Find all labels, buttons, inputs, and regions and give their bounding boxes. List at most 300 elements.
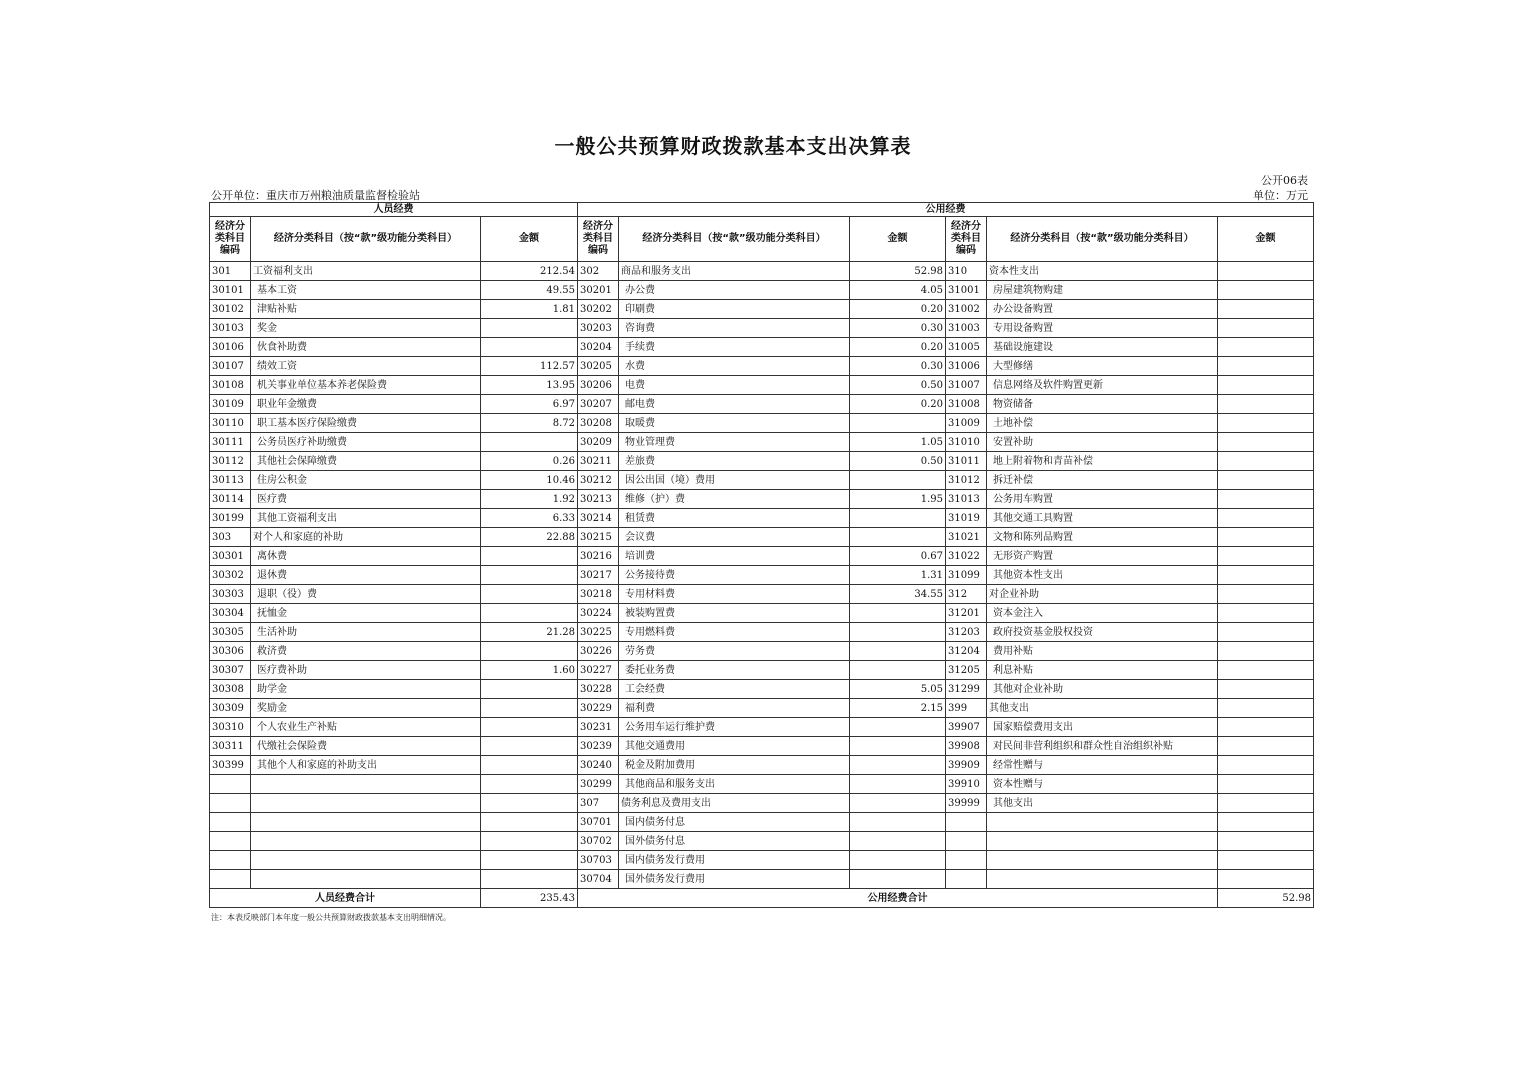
category-name-cell: 津贴补贴	[251, 300, 481, 319]
category-code-cell: 30218	[578, 585, 619, 604]
category-code-cell	[210, 794, 251, 813]
amount-cell	[481, 319, 578, 338]
category-code-cell: 30231	[578, 718, 619, 737]
category-name-cell: 医疗费补助	[251, 661, 481, 680]
category-code-cell: 30203	[578, 319, 619, 338]
category-name-cell: 国外债务发行费用	[619, 870, 850, 889]
category-code-cell: 31013	[946, 490, 987, 509]
category-code-cell: 30704	[578, 870, 619, 889]
category-name-cell: 税金及附加费用	[619, 756, 850, 775]
amount-cell	[481, 338, 578, 357]
category-name-cell: 对民间非营利组织和群众性自治组织补贴	[987, 737, 1218, 756]
amount-cell	[481, 756, 578, 775]
amount-cell: 0.30	[850, 357, 946, 376]
category-name-cell: 维修（护）费	[619, 490, 850, 509]
amount-cell: 0.30	[850, 319, 946, 338]
category-code-cell: 30311	[210, 737, 251, 756]
amount-cell	[1218, 300, 1314, 319]
category-name-cell: 基础设施建设	[987, 338, 1218, 357]
category-code-cell: 30299	[578, 775, 619, 794]
category-code-cell: 31021	[946, 528, 987, 547]
category-name-cell: 印刷费	[619, 300, 850, 319]
amount-cell	[481, 775, 578, 794]
amount-cell	[481, 832, 578, 851]
amount-cell: 49.55	[481, 281, 578, 300]
category-code-cell: 30703	[578, 851, 619, 870]
category-name-cell: 其他社会保障缴费	[251, 452, 481, 471]
amount-column-header: 金额	[481, 217, 578, 262]
amount-cell	[1218, 832, 1314, 851]
category-code-cell: 30239	[578, 737, 619, 756]
amount-cell	[850, 718, 946, 737]
amount-cell	[850, 832, 946, 851]
amount-cell	[1218, 718, 1314, 737]
table-footnote: 注：本表反映部门本年度一般公共预算财政拨款基本支出明细情况。	[211, 913, 451, 922]
amount-cell	[850, 737, 946, 756]
amount-cell	[1218, 794, 1314, 813]
amount-cell	[481, 794, 578, 813]
category-code-cell: 31022	[946, 547, 987, 566]
category-name-cell: 国内债务付息	[619, 813, 850, 832]
form-number: 公开06表	[1261, 174, 1308, 187]
amount-cell: 8.72	[481, 414, 578, 433]
category-code-cell: 30208	[578, 414, 619, 433]
table-row	[210, 832, 1314, 851]
category-name-cell: 债务利息及费用支出	[619, 794, 850, 813]
category-name-cell: 代缴社会保险费	[251, 737, 481, 756]
amount-cell	[1218, 775, 1314, 794]
category-code-cell: 30113	[210, 471, 251, 490]
amount-cell	[850, 604, 946, 623]
category-name-cell	[251, 794, 481, 813]
category-name-cell: 商品和服务支出	[619, 262, 850, 281]
amount-cell	[1218, 813, 1314, 832]
page-title: 一般公共预算财政拨款基本支出决算表	[554, 134, 912, 158]
amount-column-header: 金额	[850, 217, 946, 262]
amount-cell	[1218, 547, 1314, 566]
table-row	[210, 794, 1314, 813]
category-code-cell: 30225	[578, 623, 619, 642]
amount-cell: 0.67	[850, 547, 946, 566]
category-code-cell	[946, 832, 987, 851]
amount-cell: 1.92	[481, 490, 578, 509]
category-code-cell: 30302	[210, 566, 251, 585]
amount-cell	[1218, 585, 1314, 604]
category-name-cell	[251, 832, 481, 851]
category-code-cell: 312	[946, 585, 987, 604]
category-code-cell: 31008	[946, 395, 987, 414]
amount-cell	[1218, 338, 1314, 357]
category-name-cell: 委托业务费	[619, 661, 850, 680]
table-row	[210, 490, 1314, 509]
amount-cell	[1218, 452, 1314, 471]
category-name-cell: 信息网络及软件购置更新	[987, 376, 1218, 395]
column-header-row	[210, 217, 1314, 262]
table-row	[210, 395, 1314, 414]
category-code-cell: 31011	[946, 452, 987, 471]
category-name-cell: 水费	[619, 357, 850, 376]
category-code-cell: 30301	[210, 547, 251, 566]
amount-cell: 1.60	[481, 661, 578, 680]
category-name-cell: 无形资产购置	[987, 547, 1218, 566]
amount-cell: 1.95	[850, 490, 946, 509]
amount-cell	[481, 433, 578, 452]
category-code-cell: 30112	[210, 452, 251, 471]
amount-cell: 5.05	[850, 680, 946, 699]
table-row	[210, 281, 1314, 300]
amount-cell	[850, 661, 946, 680]
category-name-cell: 电费	[619, 376, 850, 395]
table-row	[210, 262, 1314, 281]
category-code-cell: 307	[578, 794, 619, 813]
category-code-cell: 30213	[578, 490, 619, 509]
amount-cell	[850, 775, 946, 794]
name-column-header: 经济分类科目（按“款”级功能分类科目）	[987, 217, 1218, 262]
table-row	[210, 509, 1314, 528]
category-code-cell	[946, 870, 987, 889]
category-name-cell	[987, 832, 1218, 851]
category-code-cell: 30228	[578, 680, 619, 699]
category-name-cell: 其他支出	[987, 794, 1218, 813]
amount-cell	[1218, 851, 1314, 870]
category-name-cell: 土地补偿	[987, 414, 1218, 433]
table-row	[210, 566, 1314, 585]
category-code-cell: 30205	[578, 357, 619, 376]
category-code-cell: 30304	[210, 604, 251, 623]
category-name-cell: 拆迁补偿	[987, 471, 1218, 490]
category-name-cell: 专用材料费	[619, 585, 850, 604]
table-row	[210, 604, 1314, 623]
table-row	[210, 623, 1314, 642]
amount-cell: 2.15	[850, 699, 946, 718]
category-name-cell: 其他交通费用	[619, 737, 850, 756]
category-code-cell: 31001	[946, 281, 987, 300]
category-code-cell: 30106	[210, 338, 251, 357]
amount-cell	[1218, 490, 1314, 509]
category-code-cell: 30209	[578, 433, 619, 452]
category-code-cell: 30101	[210, 281, 251, 300]
amount-cell: 52.98	[850, 262, 946, 281]
category-name-cell	[987, 851, 1218, 870]
table-row	[210, 414, 1314, 433]
amount-cell	[1218, 604, 1314, 623]
category-name-cell: 其他资本性支出	[987, 566, 1218, 585]
category-name-cell: 离休费	[251, 547, 481, 566]
table-row	[210, 661, 1314, 680]
table-row	[210, 737, 1314, 756]
category-code-cell: 30114	[210, 490, 251, 509]
table-row	[210, 452, 1314, 471]
amount-cell	[850, 851, 946, 870]
category-name-cell: 被装购置费	[619, 604, 850, 623]
category-code-cell: 30111	[210, 433, 251, 452]
category-code-cell: 30309	[210, 699, 251, 718]
amount-cell	[1218, 281, 1314, 300]
category-name-cell	[251, 870, 481, 889]
category-code-cell: 31203	[946, 623, 987, 642]
amount-cell	[850, 794, 946, 813]
category-name-cell	[251, 813, 481, 832]
category-code-cell: 30109	[210, 395, 251, 414]
category-name-cell: 大型修缮	[987, 357, 1218, 376]
category-code-cell: 30214	[578, 509, 619, 528]
amount-cell	[1218, 414, 1314, 433]
category-name-cell: 退职（役）费	[251, 585, 481, 604]
table-row	[210, 699, 1314, 718]
code-column-header: 经济分类科目编码	[946, 217, 987, 262]
category-name-cell: 劳务费	[619, 642, 850, 661]
category-name-cell: 基本工资	[251, 281, 481, 300]
amount-cell	[1218, 661, 1314, 680]
category-name-cell: 办公费	[619, 281, 850, 300]
category-name-cell: 物资储备	[987, 395, 1218, 414]
amount-cell	[850, 528, 946, 547]
category-code-cell: 399	[946, 699, 987, 718]
table-row	[210, 585, 1314, 604]
personnel-total-label: 人员经费合计	[210, 889, 481, 908]
code-column-header: 经济分类科目编码	[210, 217, 251, 262]
amount-cell: 112.57	[481, 357, 578, 376]
amount-cell	[481, 547, 578, 566]
category-code-cell: 303	[210, 528, 251, 547]
category-name-cell	[987, 870, 1218, 889]
category-name-cell: 抚恤金	[251, 604, 481, 623]
category-name-cell: 奖励金	[251, 699, 481, 718]
table-row	[210, 547, 1314, 566]
amount-cell: 0.50	[850, 452, 946, 471]
category-code-cell: 30303	[210, 585, 251, 604]
public-total-label: 公用经费合计	[578, 889, 1218, 908]
category-name-cell: 其他个人和家庭的补助支出	[251, 756, 481, 775]
category-name-cell	[251, 851, 481, 870]
amount-cell	[1218, 680, 1314, 699]
amount-cell: 0.20	[850, 300, 946, 319]
category-name-cell: 利息补贴	[987, 661, 1218, 680]
category-code-cell: 30216	[578, 547, 619, 566]
category-code-cell: 30102	[210, 300, 251, 319]
category-code-cell: 31003	[946, 319, 987, 338]
category-name-cell: 资本性赠与	[987, 775, 1218, 794]
category-name-cell: 救济费	[251, 642, 481, 661]
category-code-cell	[210, 832, 251, 851]
amount-cell	[481, 566, 578, 585]
amount-cell	[481, 680, 578, 699]
amount-cell	[481, 813, 578, 832]
category-name-cell: 国外债务付息	[619, 832, 850, 851]
category-code-cell: 31204	[946, 642, 987, 661]
amount-cell	[1218, 756, 1314, 775]
personnel-total-amount: 235.43	[481, 889, 578, 908]
amount-cell: 6.97	[481, 395, 578, 414]
category-name-cell: 伙食补助费	[251, 338, 481, 357]
category-code-cell: 30217	[578, 566, 619, 585]
amount-cell	[481, 851, 578, 870]
personnel-section-header: 人员经费	[210, 203, 578, 217]
amount-cell	[850, 509, 946, 528]
amount-cell	[1218, 395, 1314, 414]
category-code-cell: 30107	[210, 357, 251, 376]
table-row	[210, 471, 1314, 490]
amount-cell: 1.05	[850, 433, 946, 452]
amount-cell	[1218, 471, 1314, 490]
amount-cell	[850, 642, 946, 661]
category-code-cell: 30206	[578, 376, 619, 395]
category-name-cell: 差旅费	[619, 452, 850, 471]
amount-cell: 21.28	[481, 623, 578, 642]
category-name-cell: 会议费	[619, 528, 850, 547]
category-code-cell: 39910	[946, 775, 987, 794]
amount-cell: 212.54	[481, 262, 578, 281]
category-name-cell: 租赁费	[619, 509, 850, 528]
category-code-cell: 31010	[946, 433, 987, 452]
amount-cell	[1218, 509, 1314, 528]
public-section-header: 公用经费	[578, 203, 1314, 217]
category-name-cell: 对企业补助	[987, 585, 1218, 604]
category-name-cell: 国家赔偿费用支出	[987, 718, 1218, 737]
category-code-cell: 30204	[578, 338, 619, 357]
category-name-cell: 经常性赠与	[987, 756, 1218, 775]
category-code-cell: 30240	[578, 756, 619, 775]
category-name-cell: 政府投资基金股权投资	[987, 623, 1218, 642]
category-name-cell: 工资福利支出	[251, 262, 481, 281]
category-code-cell: 31006	[946, 357, 987, 376]
category-code-cell: 301	[210, 262, 251, 281]
amount-cell: 1.81	[481, 300, 578, 319]
category-code-cell: 30103	[210, 319, 251, 338]
category-name-cell: 地上附着物和青苗补偿	[987, 452, 1218, 471]
category-name-cell: 其他交通工具购置	[987, 509, 1218, 528]
category-code-cell: 39999	[946, 794, 987, 813]
category-code-cell: 30306	[210, 642, 251, 661]
amount-cell	[1218, 737, 1314, 756]
amount-cell	[481, 642, 578, 661]
amount-cell	[1218, 319, 1314, 338]
category-code-cell: 30199	[210, 509, 251, 528]
category-code-cell: 30310	[210, 718, 251, 737]
expenditure-table	[209, 202, 1314, 908]
amount-cell: 4.05	[850, 281, 946, 300]
table-row	[210, 775, 1314, 794]
category-code-cell: 31299	[946, 680, 987, 699]
amount-cell	[850, 414, 946, 433]
category-name-cell: 职工基本医疗保险缴费	[251, 414, 481, 433]
category-name-cell: 文物和陈列品购置	[987, 528, 1218, 547]
category-code-cell: 31007	[946, 376, 987, 395]
category-name-cell: 其他工资福利支出	[251, 509, 481, 528]
category-name-cell: 安置补助	[987, 433, 1218, 452]
amount-cell	[481, 585, 578, 604]
amount-cell: 1.31	[850, 566, 946, 585]
category-code-cell	[210, 813, 251, 832]
amount-cell: 0.26	[481, 452, 578, 471]
category-name-cell: 其他支出	[987, 699, 1218, 718]
category-name-cell: 医疗费	[251, 490, 481, 509]
category-code-cell: 30226	[578, 642, 619, 661]
amount-cell	[481, 718, 578, 737]
amount-cell: 6.33	[481, 509, 578, 528]
category-name-cell: 绩效工资	[251, 357, 481, 376]
amount-cell	[481, 737, 578, 756]
category-name-cell: 物业管理费	[619, 433, 850, 452]
category-code-cell: 30201	[578, 281, 619, 300]
category-name-cell: 公务用车运行维护费	[619, 718, 850, 737]
category-code-cell: 30308	[210, 680, 251, 699]
category-code-cell: 30227	[578, 661, 619, 680]
table-row	[210, 718, 1314, 737]
amount-cell	[481, 604, 578, 623]
table-row	[210, 319, 1314, 338]
table-row	[210, 357, 1314, 376]
category-code-cell: 30110	[210, 414, 251, 433]
category-code-cell: 39909	[946, 756, 987, 775]
category-name-cell: 资本性支出	[987, 262, 1218, 281]
category-name-cell: 生活补助	[251, 623, 481, 642]
category-code-cell: 30307	[210, 661, 251, 680]
category-name-cell: 个人农业生产补贴	[251, 718, 481, 737]
category-code-cell: 31019	[946, 509, 987, 528]
table-row	[210, 680, 1314, 699]
amount-cell	[850, 756, 946, 775]
category-code-cell: 31005	[946, 338, 987, 357]
category-name-cell: 资本金注入	[987, 604, 1218, 623]
amount-cell: 0.20	[850, 395, 946, 414]
category-code-cell: 31012	[946, 471, 987, 490]
table-row	[210, 851, 1314, 870]
category-code-cell: 31099	[946, 566, 987, 585]
category-name-cell: 福利费	[619, 699, 850, 718]
category-name-cell: 专用燃料费	[619, 623, 850, 642]
category-code-cell: 39908	[946, 737, 987, 756]
table-row	[210, 433, 1314, 452]
category-name-cell: 培训费	[619, 547, 850, 566]
category-name-cell: 邮电费	[619, 395, 850, 414]
category-name-cell: 国内债务发行费用	[619, 851, 850, 870]
table-row	[210, 338, 1314, 357]
category-name-cell: 公务接待费	[619, 566, 850, 585]
category-code-cell: 310	[946, 262, 987, 281]
category-code-cell	[946, 813, 987, 832]
category-code-cell: 30108	[210, 376, 251, 395]
category-code-cell: 31009	[946, 414, 987, 433]
amount-cell	[1218, 262, 1314, 281]
category-name-cell: 办公设备购置	[987, 300, 1218, 319]
category-code-cell: 30202	[578, 300, 619, 319]
category-name-cell: 公务用车购置	[987, 490, 1218, 509]
amount-cell	[1218, 699, 1314, 718]
table-row	[210, 756, 1314, 775]
amount-cell	[1218, 433, 1314, 452]
amount-cell	[850, 471, 946, 490]
amount-cell	[1218, 357, 1314, 376]
totals-row	[210, 889, 1314, 908]
category-name-cell: 专用设备购置	[987, 319, 1218, 338]
category-name-cell: 对个人和家庭的补助	[251, 528, 481, 547]
category-name-cell: 房屋建筑物购建	[987, 281, 1218, 300]
amount-cell: 10.46	[481, 471, 578, 490]
table-row	[210, 870, 1314, 889]
category-name-cell: 其他对企业补助	[987, 680, 1218, 699]
category-code-cell: 30215	[578, 528, 619, 547]
category-code-cell	[210, 851, 251, 870]
table-row	[210, 300, 1314, 319]
category-code-cell: 30212	[578, 471, 619, 490]
table-row	[210, 528, 1314, 547]
reporting-unit: 公开单位：重庆市万州粮油质量监督检验站	[211, 189, 420, 202]
category-code-cell: 30229	[578, 699, 619, 718]
category-name-cell	[987, 813, 1218, 832]
category-name-cell: 工会经费	[619, 680, 850, 699]
category-name-cell: 因公出国（境）费用	[619, 471, 850, 490]
